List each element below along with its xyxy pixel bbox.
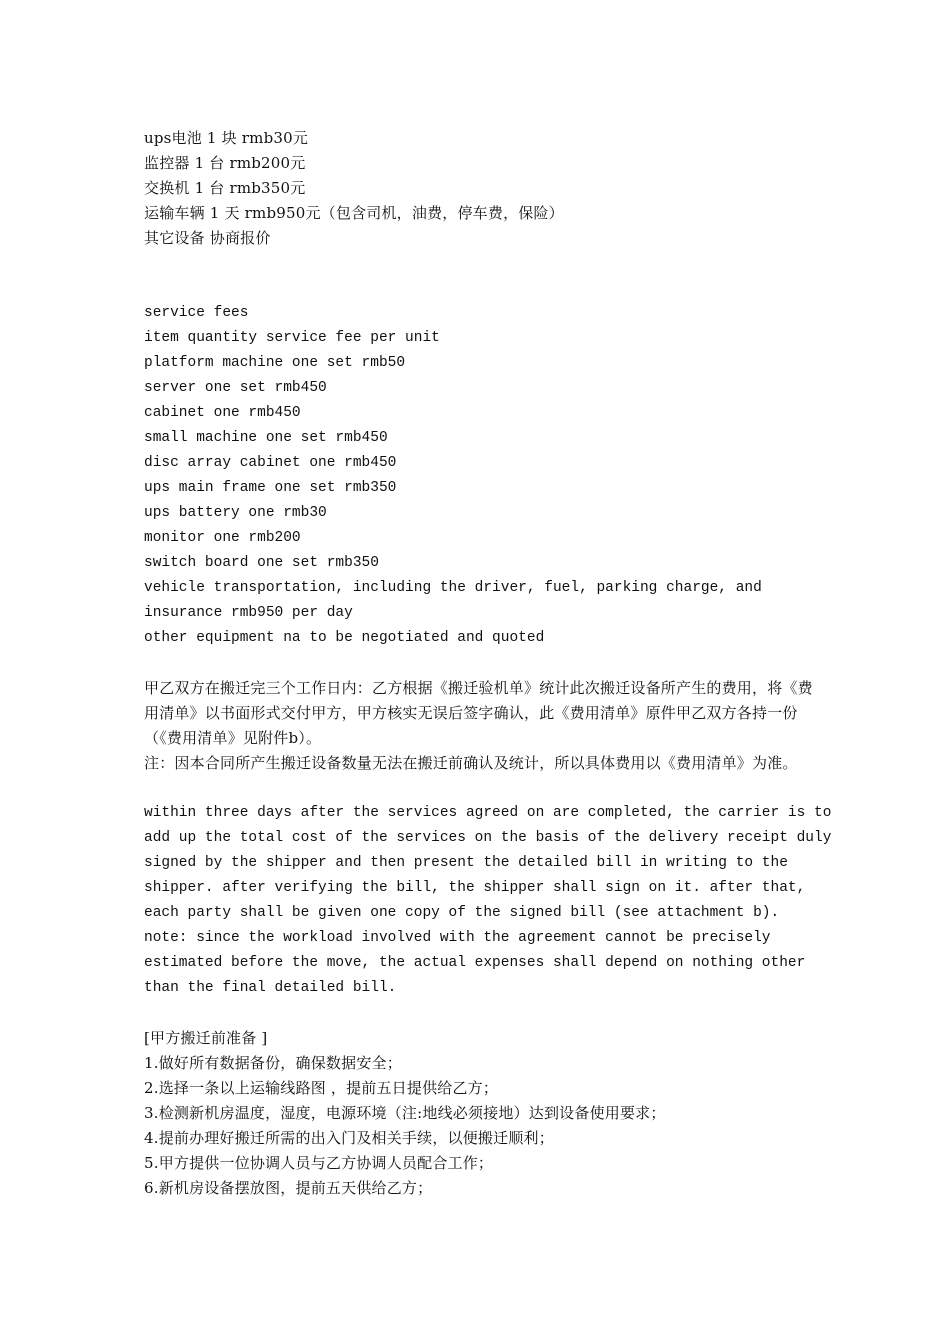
price-line: 交换机 1 台 rmb350元 xyxy=(144,179,306,197)
price-line: 其它设备 协商报价 xyxy=(144,229,271,247)
price-line: 监控器 1 台 rmb200元 xyxy=(144,154,306,172)
fee-line: vehicle transportation, including the driver, fuel, parking charge, and xyxy=(144,580,762,596)
settlement-line-en: estimated before the move, the actual expenses shall depend on nothing other xyxy=(144,955,806,971)
fee-line: small machine one set rmb450 xyxy=(144,430,388,446)
settlement-line-en: each party shall be given one copy of the signed bill (see attachment b). xyxy=(144,905,780,921)
prep-item: 5.甲方提供一位协调人员与乙方协调人员配合工作； xyxy=(144,1154,494,1172)
spacer xyxy=(144,251,824,301)
price-line: 运输车辆 1 天 rmb950元（包含司机，油费，停车费，保险） xyxy=(144,204,564,222)
settlement-line-en: within three days after the services agreed on are completed, the carrier is to xyxy=(144,805,832,821)
prep-item: 3.检测新机房温度，湿度，电源环境（注:地线必须接地）达到设备使用要求； xyxy=(144,1104,666,1122)
spacer xyxy=(144,1001,824,1026)
fee-line: ups battery one rmb30 xyxy=(144,505,327,521)
settlement-paragraph-zh: 甲乙双方在搬迁完三个工作日内：乙方根据《搬迁验机单》统计此次搬迁设备所产生的费用，将《费用清单》以书面形式交付甲方，甲方核实无误后签字确认，此《费用清单》原件甲乙双方各持一份（《费用清单》见附件b）。 xyxy=(144,679,813,747)
fee-line: platform machine one set rmb50 xyxy=(144,355,406,371)
service-fees-header: item quantity service fee per unit xyxy=(144,330,440,346)
fee-line: cabinet one rmb450 xyxy=(144,405,301,421)
prep-item: 4.提前办理好搬迁所需的出入门及相关手续，以便搬迁顺利； xyxy=(144,1129,554,1147)
fee-line: disc array cabinet one rmb450 xyxy=(144,455,397,471)
settlement-line-en: signed by the shipper and then present the detailed bill in writing to the xyxy=(144,855,788,871)
spacer xyxy=(144,651,824,676)
fee-line: switch board one set rmb350 xyxy=(144,555,379,571)
prep-item: 1.做好所有数据备份，确保数据安全； xyxy=(144,1054,402,1072)
service-fees-title: service fees xyxy=(144,305,249,321)
fee-line: insurance rmb950 per day xyxy=(144,605,353,621)
document-page xyxy=(144,126,832,1201)
fee-line: ups main frame one set rmb350 xyxy=(144,480,397,496)
fee-line: monitor one rmb200 xyxy=(144,530,301,546)
service-fees-en xyxy=(144,301,824,651)
spacer xyxy=(144,776,824,801)
fee-line: server one set rmb450 xyxy=(144,380,327,396)
price-line: ups电池 1 块 rmb30元 xyxy=(144,129,309,147)
settlement-line-en: note: since the workload involved with the agreement cannot be precisely xyxy=(144,930,771,946)
settlement-en xyxy=(144,801,832,1001)
settlement-line-en: shipper. after verifying the bill, the shipper shall sign on it. after that, xyxy=(144,880,806,896)
section-heading: [甲方搬迁前准备 ] xyxy=(144,1029,268,1047)
price-list-zh xyxy=(144,126,824,251)
settlement-line-en: add up the total cost of the services on the basis of the delivery receipt duly xyxy=(144,830,832,846)
party-a-preparation xyxy=(144,1026,824,1201)
prep-item: 6.新机房设备摆放图，提前五天供给乙方； xyxy=(144,1179,433,1197)
prep-item: 2.选择一条以上运输线路图 ，提前五日提供给乙方； xyxy=(144,1079,499,1097)
settlement-zh xyxy=(144,676,824,776)
settlement-line-en: than the final detailed bill. xyxy=(144,980,397,996)
settlement-note-zh: 注：因本合同所产生搬迁设备数量无法在搬迁前确认及统计，所以具体费用以《费用清单》为准。 xyxy=(144,754,798,772)
fee-line: other equipment na to be negotiated and quoted xyxy=(144,630,545,646)
